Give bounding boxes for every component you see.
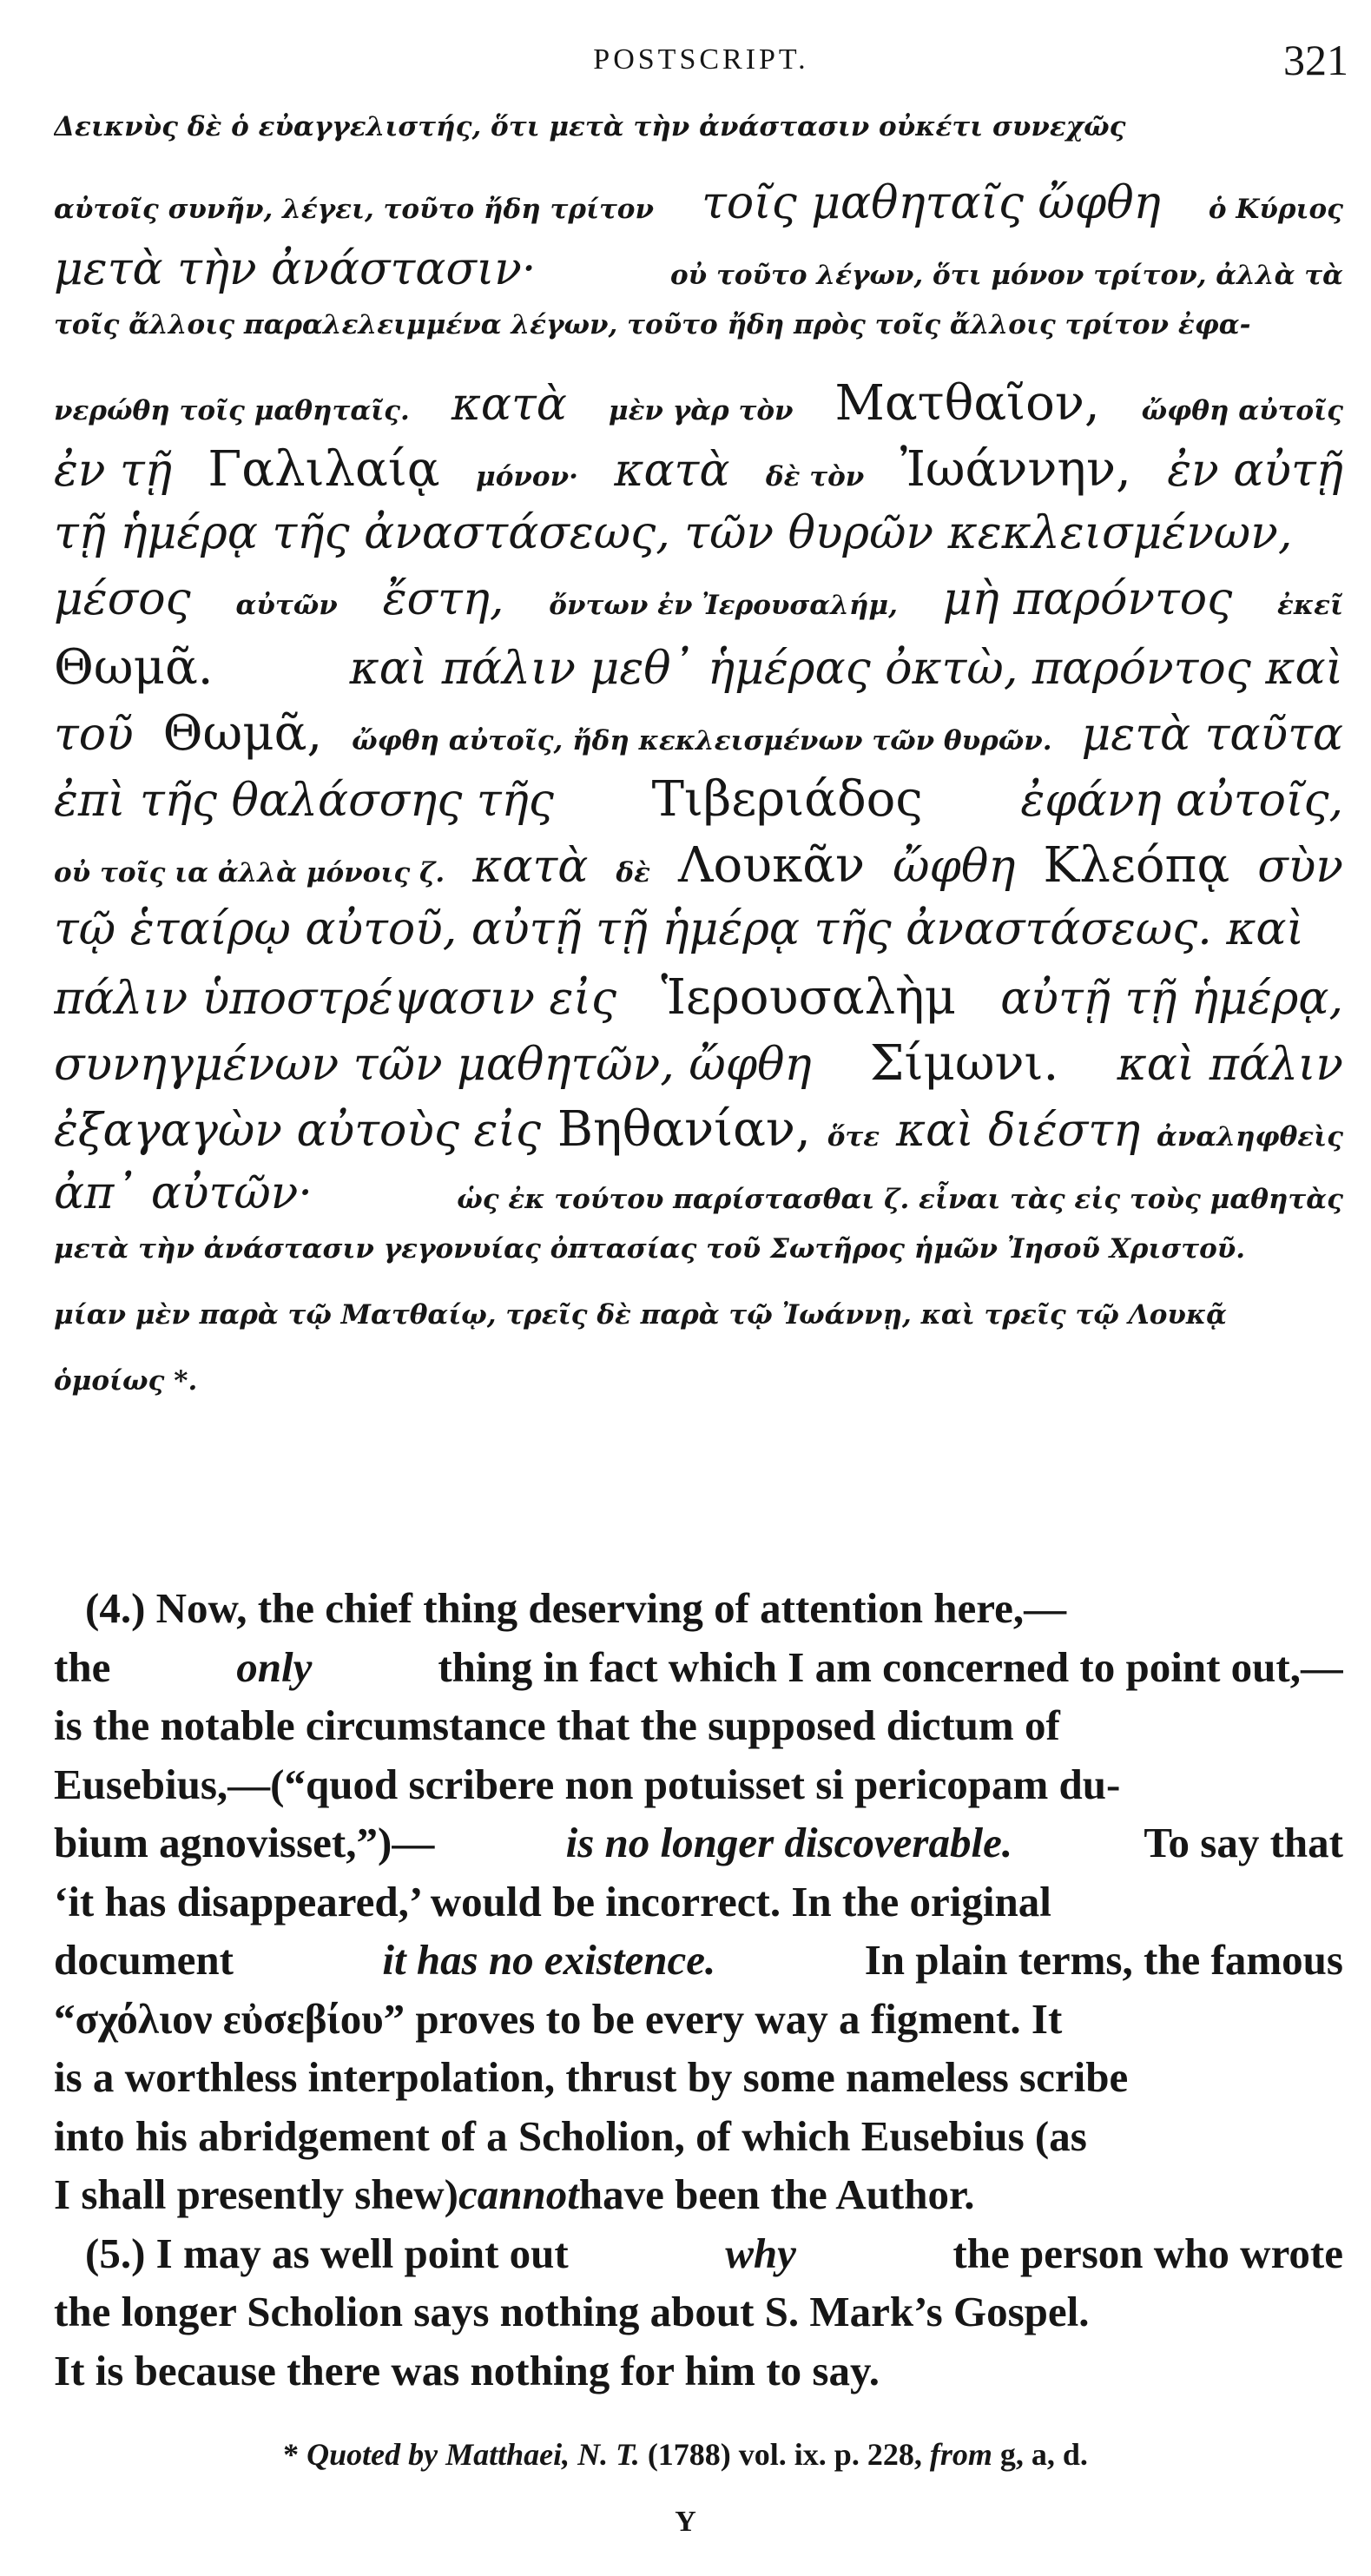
greek-run: αὐτῶν: [235, 590, 338, 621]
greek-run: οὐ τοῖς ια ἀλλὰ μόνοις ζ.: [54, 857, 445, 888]
greek-run: ὤφθη αὐτοῖς, ἤδη κεκλεισμένων τῶν θυρῶν.: [352, 725, 1052, 756]
italic-run: it has no existence.: [382, 1936, 716, 1984]
greek-run: αὐτῇ τῇ ἡμέρᾳ,: [1000, 973, 1343, 1025]
italic-run: only: [236, 1642, 313, 1691]
body-text-line: [54, 1638, 1343, 1697]
footnote-citation: Quoted by Matthaei, N. T.: [306, 2437, 640, 2472]
greek-run: ὁ Κύριος: [1208, 194, 1343, 225]
greek-run: δὲ τὸν: [765, 461, 865, 492]
greek-run: κατὰ: [472, 841, 589, 893]
greek-run: Ἱερουσαλὴμ: [661, 969, 957, 1026]
greek-run: οὐ τοῦτο λέγων, ὅτι μόνον τρίτον, ἀλλὰ τὰ: [670, 260, 1343, 291]
greek-run: ἀναληφθεὶς: [1157, 1121, 1343, 1153]
greek-run: κατὰ: [614, 445, 730, 497]
body-text-line: [54, 2048, 1343, 2107]
greek-run: Θωμᾶ,: [162, 705, 323, 762]
body-text-line: [54, 2165, 1343, 2224]
signature-mark: Y: [675, 2506, 696, 2538]
greek-run: ἀπ᾽ αὐτῶν·: [54, 1167, 313, 1219]
page-number: 321: [1283, 36, 1348, 84]
greek-run: καὶ πάλιν μεθ᾽ ἡμέρας ὀκτὼ, παρόντος καὶ: [349, 643, 1343, 695]
greek-run: μέσος: [54, 573, 191, 625]
greek-scholion-quotation: [54, 111, 1343, 1431]
body-text-line: [54, 2224, 1343, 2283]
greek-line: [54, 771, 1343, 837]
greek-line: [54, 177, 1343, 243]
greek-line: [54, 243, 1343, 309]
greek-line: [54, 1299, 1343, 1365]
greek-run: μὴ παρόντος: [942, 573, 1233, 625]
greek-run: Σίμωνι.: [869, 1035, 1059, 1092]
footnote-reference: (1788) vol. ix. p. 228,: [639, 2437, 930, 2472]
greek-line: [54, 1365, 1343, 1431]
greek-run: ἐν αὐτῇ: [1167, 445, 1343, 497]
text-run: the person who wrote: [952, 2229, 1343, 2277]
greek-run: μετὰ τὴν ἀνάστασιν γεγονυίας ὀπτασίας τοῦ Σωτῆρος ἡμῶν Ἰησοῦ Χριστοῦ.: [54, 1233, 1246, 1265]
greek-run: τοῦ: [54, 709, 134, 761]
greek-line: [54, 837, 1343, 903]
body-text-line: [54, 1990, 1343, 2049]
greek-run: σὺν: [1257, 841, 1343, 893]
text-run: (4.) Now, the chief thing deserving of attention here,—: [85, 1584, 1067, 1632]
text-run: into his abridgement of a Scholion, of which Eusebius (as: [54, 2111, 1087, 2160]
greek-run: Δεικνὺς δὲ ὁ εὐαγγελιστής, ὅτι μετὰ τὴν ἀνάστασιν οὐκέτι συνεχῶς: [54, 111, 1126, 142]
footnote-marker: *: [283, 2437, 307, 2472]
greek-run: ὅτε: [827, 1121, 880, 1153]
greek-run: ὄντων ἐν Ἰερουσαλήμ,: [549, 590, 898, 621]
italic-run: why: [725, 2229, 796, 2277]
greek-run: δὲ: [616, 857, 650, 888]
greek-run: ὁμοίως *.: [54, 1365, 198, 1397]
italic-run: cannot: [458, 2170, 579, 2218]
body-text-line: [54, 2342, 1343, 2401]
running-head: [54, 35, 1348, 96]
greek-run: πάλιν ὑποστρέψασιν εἰς: [54, 973, 616, 1025]
text-run: ‘it has disappeared,’ would be incorrect. In the original: [54, 1877, 1051, 1925]
text-run: bium agnovisset,”)—: [54, 1819, 435, 1866]
greek-run: τοῖς μαθηταῖς ὤφθη: [702, 177, 1161, 229]
greek-run: νερώθη τοῖς μαθηταῖς.: [54, 395, 410, 426]
greek-line: [54, 969, 1343, 1035]
greek-line: [54, 375, 1343, 441]
body-text-line: [54, 1579, 1343, 1638]
text-run: the: [54, 1642, 111, 1691]
greek-line: [54, 1101, 1343, 1167]
greek-run: ἐν τῇ: [54, 445, 172, 497]
greek-line: [54, 1167, 1343, 1233]
body-text-line: [54, 1813, 1343, 1873]
greek-line: [54, 441, 1343, 507]
greek-run: ἐξαγαγὼν αὐτοὺς εἰς: [54, 1105, 541, 1157]
footnote-from: from: [929, 2437, 992, 2472]
greek-run: Κλεόπᾳ: [1043, 837, 1230, 894]
body-text-line: [54, 1931, 1343, 1990]
greek-run: συνηγμένων τῶν μαθητῶν, ὤφθη: [54, 1039, 812, 1091]
body-text-line: [54, 2282, 1343, 2342]
greek-run: Βηθανίαν,: [557, 1101, 811, 1158]
greek-run: κατὰ: [451, 379, 567, 431]
body-text-line: [54, 1755, 1343, 1814]
text-run: is the notable circumstance that the supposed dictum of: [54, 1701, 1060, 1749]
greek-run: Ἰωάννην,: [900, 441, 1131, 498]
greek-run: μὲν γὰρ τὸν: [608, 395, 794, 426]
text-run: have been the Author.: [578, 2170, 975, 2218]
greek-run: Ματθαῖον,: [834, 375, 1100, 432]
greek-run: ἐπὶ τῆς θαλάσσης τῆς: [54, 775, 554, 827]
text-run: the longer Scholion says nothing about S. Mark’s Gospel.: [54, 2288, 1090, 2335]
greek-run: καὶ πάλιν: [1117, 1039, 1343, 1091]
greek-run: μετὰ τὴν ἀνάστασιν·: [54, 243, 537, 295]
greek-run: ἐφάνη αὐτοῖς,: [1020, 775, 1343, 827]
text-run: In plain terms, the famous: [864, 1936, 1343, 1984]
greek-run: αὐτοῖς συνῆν, λέγει, τοῦτο ἤδη τρίτον: [54, 194, 654, 225]
greek-run: ὡς ἐκ τούτου παρίστασθαι ζ. εἶναι τὰς εἰς τοὺς μαθητὰς: [457, 1184, 1343, 1215]
body-text: [54, 1579, 1343, 2400]
greek-line: [54, 309, 1343, 375]
greek-line: [54, 705, 1343, 771]
greek-run: ἔστη,: [382, 573, 504, 625]
greek-run: Θωμᾶ.: [54, 639, 214, 696]
italic-run: is no longer discoverable.: [565, 1819, 1013, 1866]
text-run: “σχόλιον εὐσεβίου” proves to be every way a figment. It: [54, 1994, 1063, 2043]
greek-run: τῇ ἡμέρᾳ τῆς ἀναστάσεως, τῶν θυρῶν κεκλεισμένων,: [54, 507, 1293, 559]
text-run: (5.) I may as well point out: [85, 2229, 569, 2277]
greek-run: μετὰ ταῦτα: [1081, 709, 1343, 761]
greek-run: μόνον·: [476, 461, 578, 492]
greek-line: [54, 1233, 1343, 1299]
text-run: Eusebius,—(“quod scribere non potuisset si pericopam du-: [54, 1760, 1121, 1808]
body-text-line: [54, 1873, 1343, 1932]
text-run: is a worthless interpolation, thrust by some nameless scribe: [54, 2053, 1129, 2101]
greek-line: [54, 507, 1343, 573]
greek-line: [54, 639, 1343, 705]
text-run: It is because there was nothing for him to say.: [54, 2346, 880, 2394]
greek-run: ὤφθη αὐτοῖς: [1141, 395, 1343, 426]
greek-line: [54, 903, 1343, 969]
greek-run: ἐκεῖ: [1277, 590, 1343, 621]
greek-run: Τιβεριάδος: [651, 771, 923, 828]
greek-line: [54, 1035, 1343, 1101]
greek-run: Γαλιλαίᾳ: [208, 441, 440, 498]
greek-run: Λουκᾶν: [678, 837, 866, 894]
greek-run: μίαν μὲν παρὰ τῷ Ματθαίῳ, τρεῖς δὲ παρὰ τῷ Ἰωάννῃ, καὶ τρεῖς τῷ Λουκᾷ: [54, 1299, 1227, 1331]
greek-run: καὶ διέστη: [895, 1105, 1141, 1157]
greek-line: [54, 573, 1343, 639]
text-run: thing in fact which I am concerned to point out,—: [438, 1642, 1343, 1691]
body-text-line: [54, 1696, 1343, 1755]
text-run: To say that: [1144, 1819, 1343, 1866]
body-text-line: [54, 2107, 1343, 2166]
running-title: POSTSCRIPT.: [593, 43, 809, 76]
footnote-manuscripts: g, a, d.: [992, 2437, 1088, 2472]
text-run: I shall presently shew): [54, 2170, 459, 2218]
footnote: [0, 2436, 1371, 2473]
greek-run: τῷ ἑταίρῳ αὐτοῦ, αὐτῇ τῇ ἡμέρᾳ τῆς ἀναστάσεως. καὶ: [54, 903, 1304, 955]
greek-line: [54, 111, 1343, 177]
text-run: document: [54, 1936, 234, 1984]
greek-run: ὤφθη: [893, 841, 1016, 893]
greek-run: τοῖς ἄλλοις παραλελειμμένα λέγων, τοῦτο ἤδη πρὸς τοῖς ἄλλοις τρίτον ἐφα-: [54, 309, 1251, 340]
